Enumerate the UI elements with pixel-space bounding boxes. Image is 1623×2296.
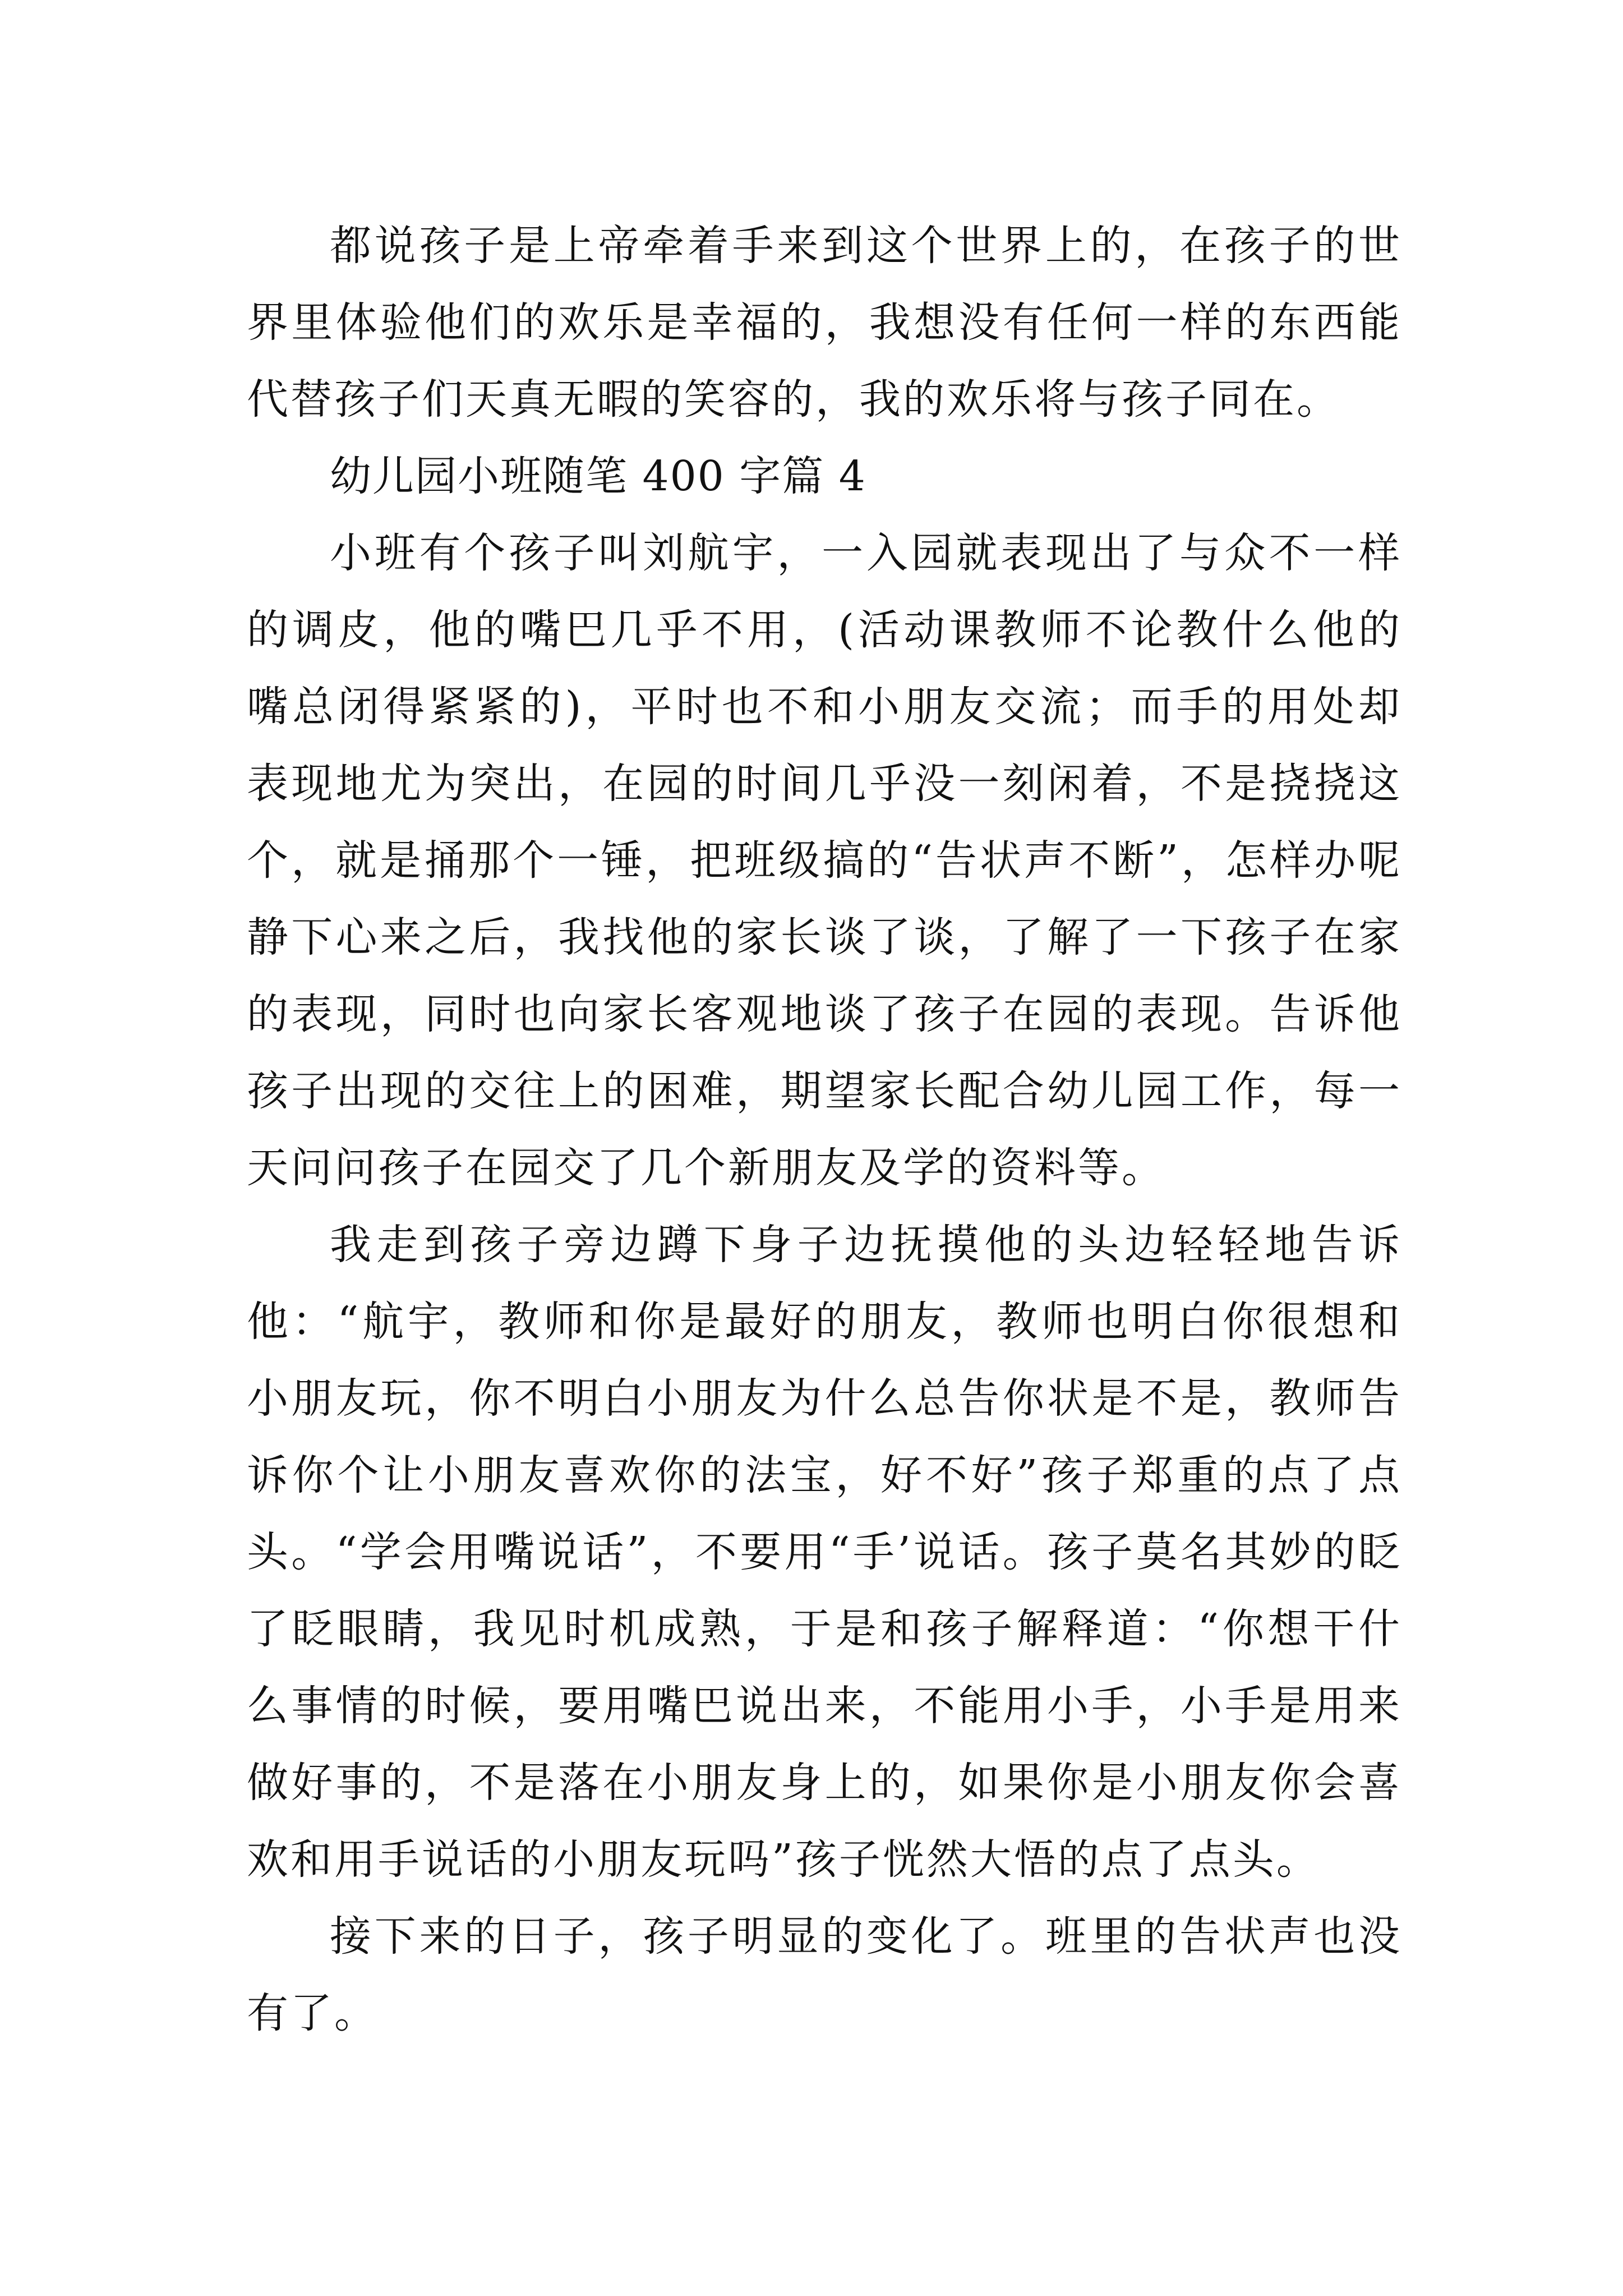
paragraph-conclusion: 接下来的日子，孩子明显的变化了。班里的告状声也没有了。 [247, 1912, 1402, 2037]
paragraph-dialogue: 我走到孩子旁边蹲下身子边抚摸他的头边轻轻地告诉他：“航宇，教师和你是最好的朋友，教师也明白你很想和小朋友玩，你不明白小朋友为什么总告你状是不是，教师告诉你个让小朋友喜欢你的法宝，好不好”孩子郑重的点了点头。“学会用嘴说话”，不要用“手’说话。孩子莫名其妙的眨了眨眼睛，我见时机成熟，于是和孩子解释道：“你想干什么事情的时候，要用嘴巴说出来，不能用小手，小手是用来做好事的，不是落在小朋友身上的，如果你是小朋友你会喜欢和用手说话的小朋友玩吗”孩子恍然大悟的点了点头。 [247, 1221, 1402, 1884]
paragraph-story: 小班有个孩子叫刘航宇，一入园就表现出了与众不一样的调皮，他的嘴巴几乎不用，(活动课教师不论教什么他的嘴总闭得紧紧的)，平时也不和小朋友交流；而手的用处却表现地尤为突出，在园的时间几乎没一刻闲着，不是挠挠这个，就是捅那个一锤，把班级搞的“告状声不断”，怎样办呢静下心来之后，我找他的家长谈了谈，了解了一下孩子在家的表现，同时也向家长客观地谈了孩子在园的表现。告诉他孩子出现的交往上的困难，期望家长配合幼儿园工作，每一天问问孩子在园交了几个新朋友及学的资料等。 [247, 529, 1402, 1192]
section-heading: 幼儿园小班随笔 400 字篇 4 [330, 452, 866, 500]
paragraph-intro: 都说孩子是上帝牵着手来到这个世界上的，在孩子的世界里体验他们的欢乐是幸福的，我想没有任何一样的东西能代替孩子们天真无暇的笑容的，我的欢乐将与孩子同在。 [247, 222, 1402, 424]
document-body [247, 208, 1402, 2052]
